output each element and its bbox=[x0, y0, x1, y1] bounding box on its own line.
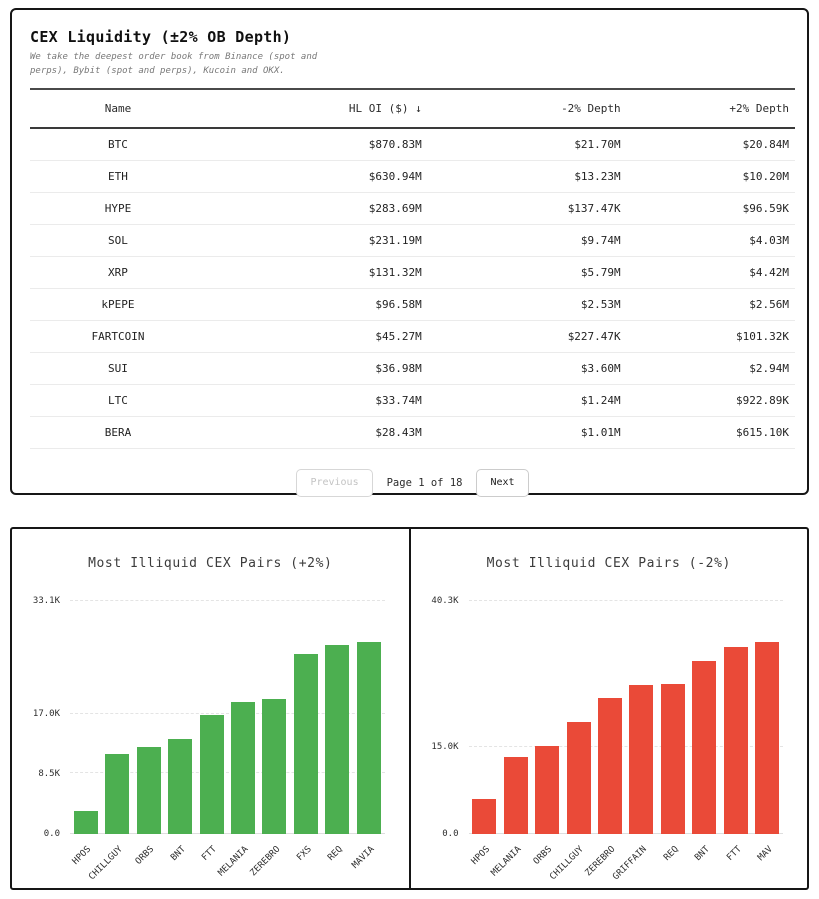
cell-name: SUI bbox=[30, 352, 206, 384]
bar-slot bbox=[322, 601, 353, 834]
bar-slot bbox=[500, 601, 531, 834]
bar-slot bbox=[531, 601, 562, 834]
bar-zerebro[interactable] bbox=[598, 698, 622, 834]
column-header-pos2-depth[interactable]: +2% Depth bbox=[729, 101, 789, 115]
bar-orbs[interactable] bbox=[137, 747, 161, 834]
bar-slot bbox=[657, 601, 688, 834]
chart-title: Most Illiquid CEX Pairs (+2%) bbox=[88, 556, 333, 571]
x-tick bbox=[196, 836, 227, 890]
table-header-row bbox=[30, 89, 795, 128]
bar-bnt[interactable] bbox=[692, 661, 716, 834]
x-tick-label: MAV bbox=[756, 844, 775, 864]
x-tick-label: CHILLGUY bbox=[548, 844, 587, 883]
x-tick-label: MELANIA bbox=[216, 844, 251, 879]
y-axis bbox=[12, 596, 64, 839]
cell-pos2: $615.10K bbox=[627, 416, 795, 448]
x-tick bbox=[583, 836, 625, 890]
x-tick bbox=[720, 836, 751, 890]
x-tick-label: MAVIA bbox=[350, 844, 377, 871]
bar-slot bbox=[469, 601, 500, 834]
x-axis bbox=[70, 836, 385, 890]
table-row bbox=[30, 224, 795, 256]
bar-ftt[interactable] bbox=[200, 715, 224, 834]
cell-name: BERA bbox=[30, 416, 206, 448]
cell-neg2: $3.60M bbox=[428, 352, 627, 384]
cell-pos2: $10.20M bbox=[627, 160, 795, 192]
x-tick bbox=[611, 836, 657, 890]
x-tick-label: BNT bbox=[693, 844, 712, 864]
chart-most-illiquid-plus2 bbox=[12, 529, 409, 888]
cell-neg2: $227.47K bbox=[428, 320, 627, 352]
bar-slot bbox=[626, 601, 657, 834]
table-row bbox=[30, 288, 795, 320]
next-page-button[interactable]: Next bbox=[476, 469, 528, 497]
panel-subtitle: We take the deepest order book from Binance (spot and perps), Bybit (spot and perps), Kucoin and OKX. bbox=[30, 52, 318, 76]
x-tick-label: HPOS bbox=[70, 844, 94, 867]
cell-neg2: $5.79M bbox=[428, 256, 627, 288]
cell-pos2: $922.89K bbox=[627, 384, 795, 416]
column-header-hl-oi-sorted-desc[interactable]: HL OI ($) ↓ bbox=[348, 101, 422, 115]
bar-orbs[interactable] bbox=[535, 746, 559, 834]
x-tick bbox=[531, 836, 562, 890]
cell-name: HYPE bbox=[30, 192, 206, 224]
cell-neg2: $13.23M bbox=[428, 160, 627, 192]
bar-mav[interactable] bbox=[755, 642, 779, 834]
bar-slot bbox=[227, 601, 258, 834]
bar-chillguy[interactable] bbox=[105, 754, 129, 834]
x-tick bbox=[752, 836, 783, 890]
x-tick bbox=[489, 836, 531, 890]
bar-slot bbox=[720, 601, 751, 834]
previous-page-button[interactable]: Previous bbox=[296, 469, 372, 497]
cell-hl-oi: $45.27M bbox=[206, 320, 428, 352]
x-tick bbox=[70, 836, 101, 890]
x-tick-label: BNT bbox=[169, 844, 188, 864]
x-tick-label: ZEREBRO bbox=[583, 844, 618, 879]
plot-area bbox=[12, 596, 409, 839]
pagination bbox=[30, 469, 795, 497]
bar-slot bbox=[101, 601, 132, 834]
bar-ftt[interactable] bbox=[724, 647, 748, 834]
x-tick bbox=[290, 836, 321, 890]
bars bbox=[469, 601, 784, 834]
chart-title: Most Illiquid CEX Pairs (-2%) bbox=[486, 556, 731, 571]
cell-hl-oi: $36.98M bbox=[206, 352, 428, 384]
cex-liquidity-panel bbox=[10, 8, 809, 495]
table-row bbox=[30, 416, 795, 448]
cell-pos2: $20.84M bbox=[627, 128, 795, 161]
cell-pos2: $96.59K bbox=[627, 192, 795, 224]
bar-slot bbox=[259, 601, 290, 834]
x-tick bbox=[469, 836, 500, 890]
x-tick-label: ORBS bbox=[532, 844, 555, 867]
bar-griffain[interactable] bbox=[629, 685, 653, 834]
x-tick-label: CHILLGUY bbox=[86, 844, 125, 883]
cell-name: SOL bbox=[30, 224, 206, 256]
cell-neg2: $21.70M bbox=[428, 128, 627, 161]
x-tick bbox=[164, 836, 195, 890]
bar-slot bbox=[70, 601, 101, 834]
bar-slot bbox=[290, 601, 321, 834]
x-tick-label: GRIFFAIN bbox=[611, 844, 650, 883]
y-tick-label: 0.0 bbox=[43, 829, 60, 839]
cell-neg2: $1.24M bbox=[428, 384, 627, 416]
bar-hpos[interactable] bbox=[472, 799, 496, 834]
cell-name: kPEPE bbox=[30, 288, 206, 320]
x-tick bbox=[689, 836, 720, 890]
bars bbox=[70, 601, 385, 834]
column-header-neg2-depth[interactable]: -2% Depth bbox=[561, 101, 621, 115]
y-tick-label: 8.5K bbox=[38, 769, 60, 780]
cell-pos2: $2.94M bbox=[627, 352, 795, 384]
x-tick bbox=[657, 836, 688, 890]
bar-bnt[interactable] bbox=[168, 739, 192, 834]
x-tick bbox=[548, 836, 594, 890]
x-tick bbox=[86, 836, 132, 890]
cell-name: ETH bbox=[30, 160, 206, 192]
cell-name: LTC bbox=[30, 384, 206, 416]
bar-req[interactable] bbox=[325, 645, 349, 834]
table-row bbox=[30, 160, 795, 192]
x-tick-label: REQ bbox=[326, 844, 345, 864]
y-tick-label: 40.3K bbox=[431, 596, 459, 606]
x-tick bbox=[322, 836, 353, 890]
table-row bbox=[30, 192, 795, 224]
bar-req[interactable] bbox=[661, 684, 685, 834]
cell-pos2: $101.32K bbox=[627, 320, 795, 352]
x-tick-label: FTT bbox=[200, 844, 220, 864]
bar-slot bbox=[196, 601, 227, 834]
table-row bbox=[30, 256, 795, 288]
cell-pos2: $2.56M bbox=[627, 288, 795, 320]
x-tick bbox=[133, 836, 164, 890]
cell-hl-oi: $283.69M bbox=[206, 192, 428, 224]
cell-hl-oi: $630.94M bbox=[206, 160, 428, 192]
cell-hl-oi: $33.74M bbox=[206, 384, 428, 416]
x-tick-label: FTT bbox=[724, 844, 744, 864]
cell-pos2: $4.03M bbox=[627, 224, 795, 256]
cell-neg2: $1.01M bbox=[428, 416, 627, 448]
x-axis bbox=[469, 836, 784, 890]
y-tick-label: 0.0 bbox=[442, 829, 459, 839]
bar-fxs[interactable] bbox=[294, 654, 318, 834]
bar-slot bbox=[594, 601, 625, 834]
plot-area bbox=[411, 596, 808, 839]
cell-neg2: $137.47K bbox=[428, 192, 627, 224]
cell-neg2: $2.53M bbox=[428, 288, 627, 320]
cell-hl-oi: $28.43M bbox=[206, 416, 428, 448]
table-row bbox=[30, 128, 795, 161]
bar-zerebro[interactable] bbox=[262, 699, 286, 834]
y-tick-label: 15.0K bbox=[431, 742, 459, 753]
bar-slot bbox=[353, 601, 384, 834]
bar-slot bbox=[689, 601, 720, 834]
illiquid-pairs-charts-panel bbox=[10, 527, 809, 890]
x-tick bbox=[350, 836, 384, 890]
cell-hl-oi: $231.19M bbox=[206, 224, 428, 256]
x-tick-label: HPOS bbox=[469, 844, 492, 867]
x-tick-label: FXS bbox=[294, 844, 314, 864]
table-row bbox=[30, 320, 795, 352]
x-tick bbox=[216, 836, 258, 890]
x-tick-label: REQ bbox=[661, 844, 681, 864]
chart-most-illiquid-minus2 bbox=[409, 529, 808, 888]
cell-name: FARTCOIN bbox=[30, 320, 206, 352]
y-axis bbox=[411, 596, 463, 839]
x-tick-label: ZEREBRO bbox=[248, 844, 282, 879]
bar-melania[interactable] bbox=[231, 702, 255, 834]
cell-hl-oi: $96.58M bbox=[206, 288, 428, 320]
table-row bbox=[30, 384, 795, 416]
cell-neg2: $9.74M bbox=[428, 224, 627, 256]
bar-mavia[interactable] bbox=[357, 642, 381, 834]
y-tick-label: 17.0K bbox=[32, 709, 60, 720]
y-tick-label: 33.1K bbox=[32, 596, 60, 606]
bar-slot bbox=[164, 601, 195, 834]
cell-pos2: $4.42M bbox=[627, 256, 795, 288]
bar-hpos[interactable] bbox=[74, 811, 98, 834]
bar-melania[interactable] bbox=[504, 757, 528, 834]
cell-name: BTC bbox=[30, 128, 206, 161]
liquidity-table bbox=[30, 88, 795, 449]
x-tick bbox=[248, 836, 290, 890]
panel-title: CEX Liquidity (±2% OB Depth) bbox=[30, 28, 292, 46]
x-tick-label: ORBS bbox=[133, 844, 157, 867]
x-tick-label: MELANIA bbox=[489, 844, 524, 879]
table-row bbox=[30, 352, 795, 384]
cell-hl-oi: $131.32M bbox=[206, 256, 428, 288]
bar-slot bbox=[752, 601, 783, 834]
cell-name: XRP bbox=[30, 256, 206, 288]
page-status: Page 1 of 18 bbox=[386, 476, 463, 489]
cell-hl-oi: $870.83M bbox=[206, 128, 428, 161]
column-header-name[interactable]: Name bbox=[104, 101, 132, 115]
bar-chillguy[interactable] bbox=[567, 722, 591, 834]
bar-slot bbox=[563, 601, 594, 834]
bar-slot bbox=[133, 601, 164, 834]
